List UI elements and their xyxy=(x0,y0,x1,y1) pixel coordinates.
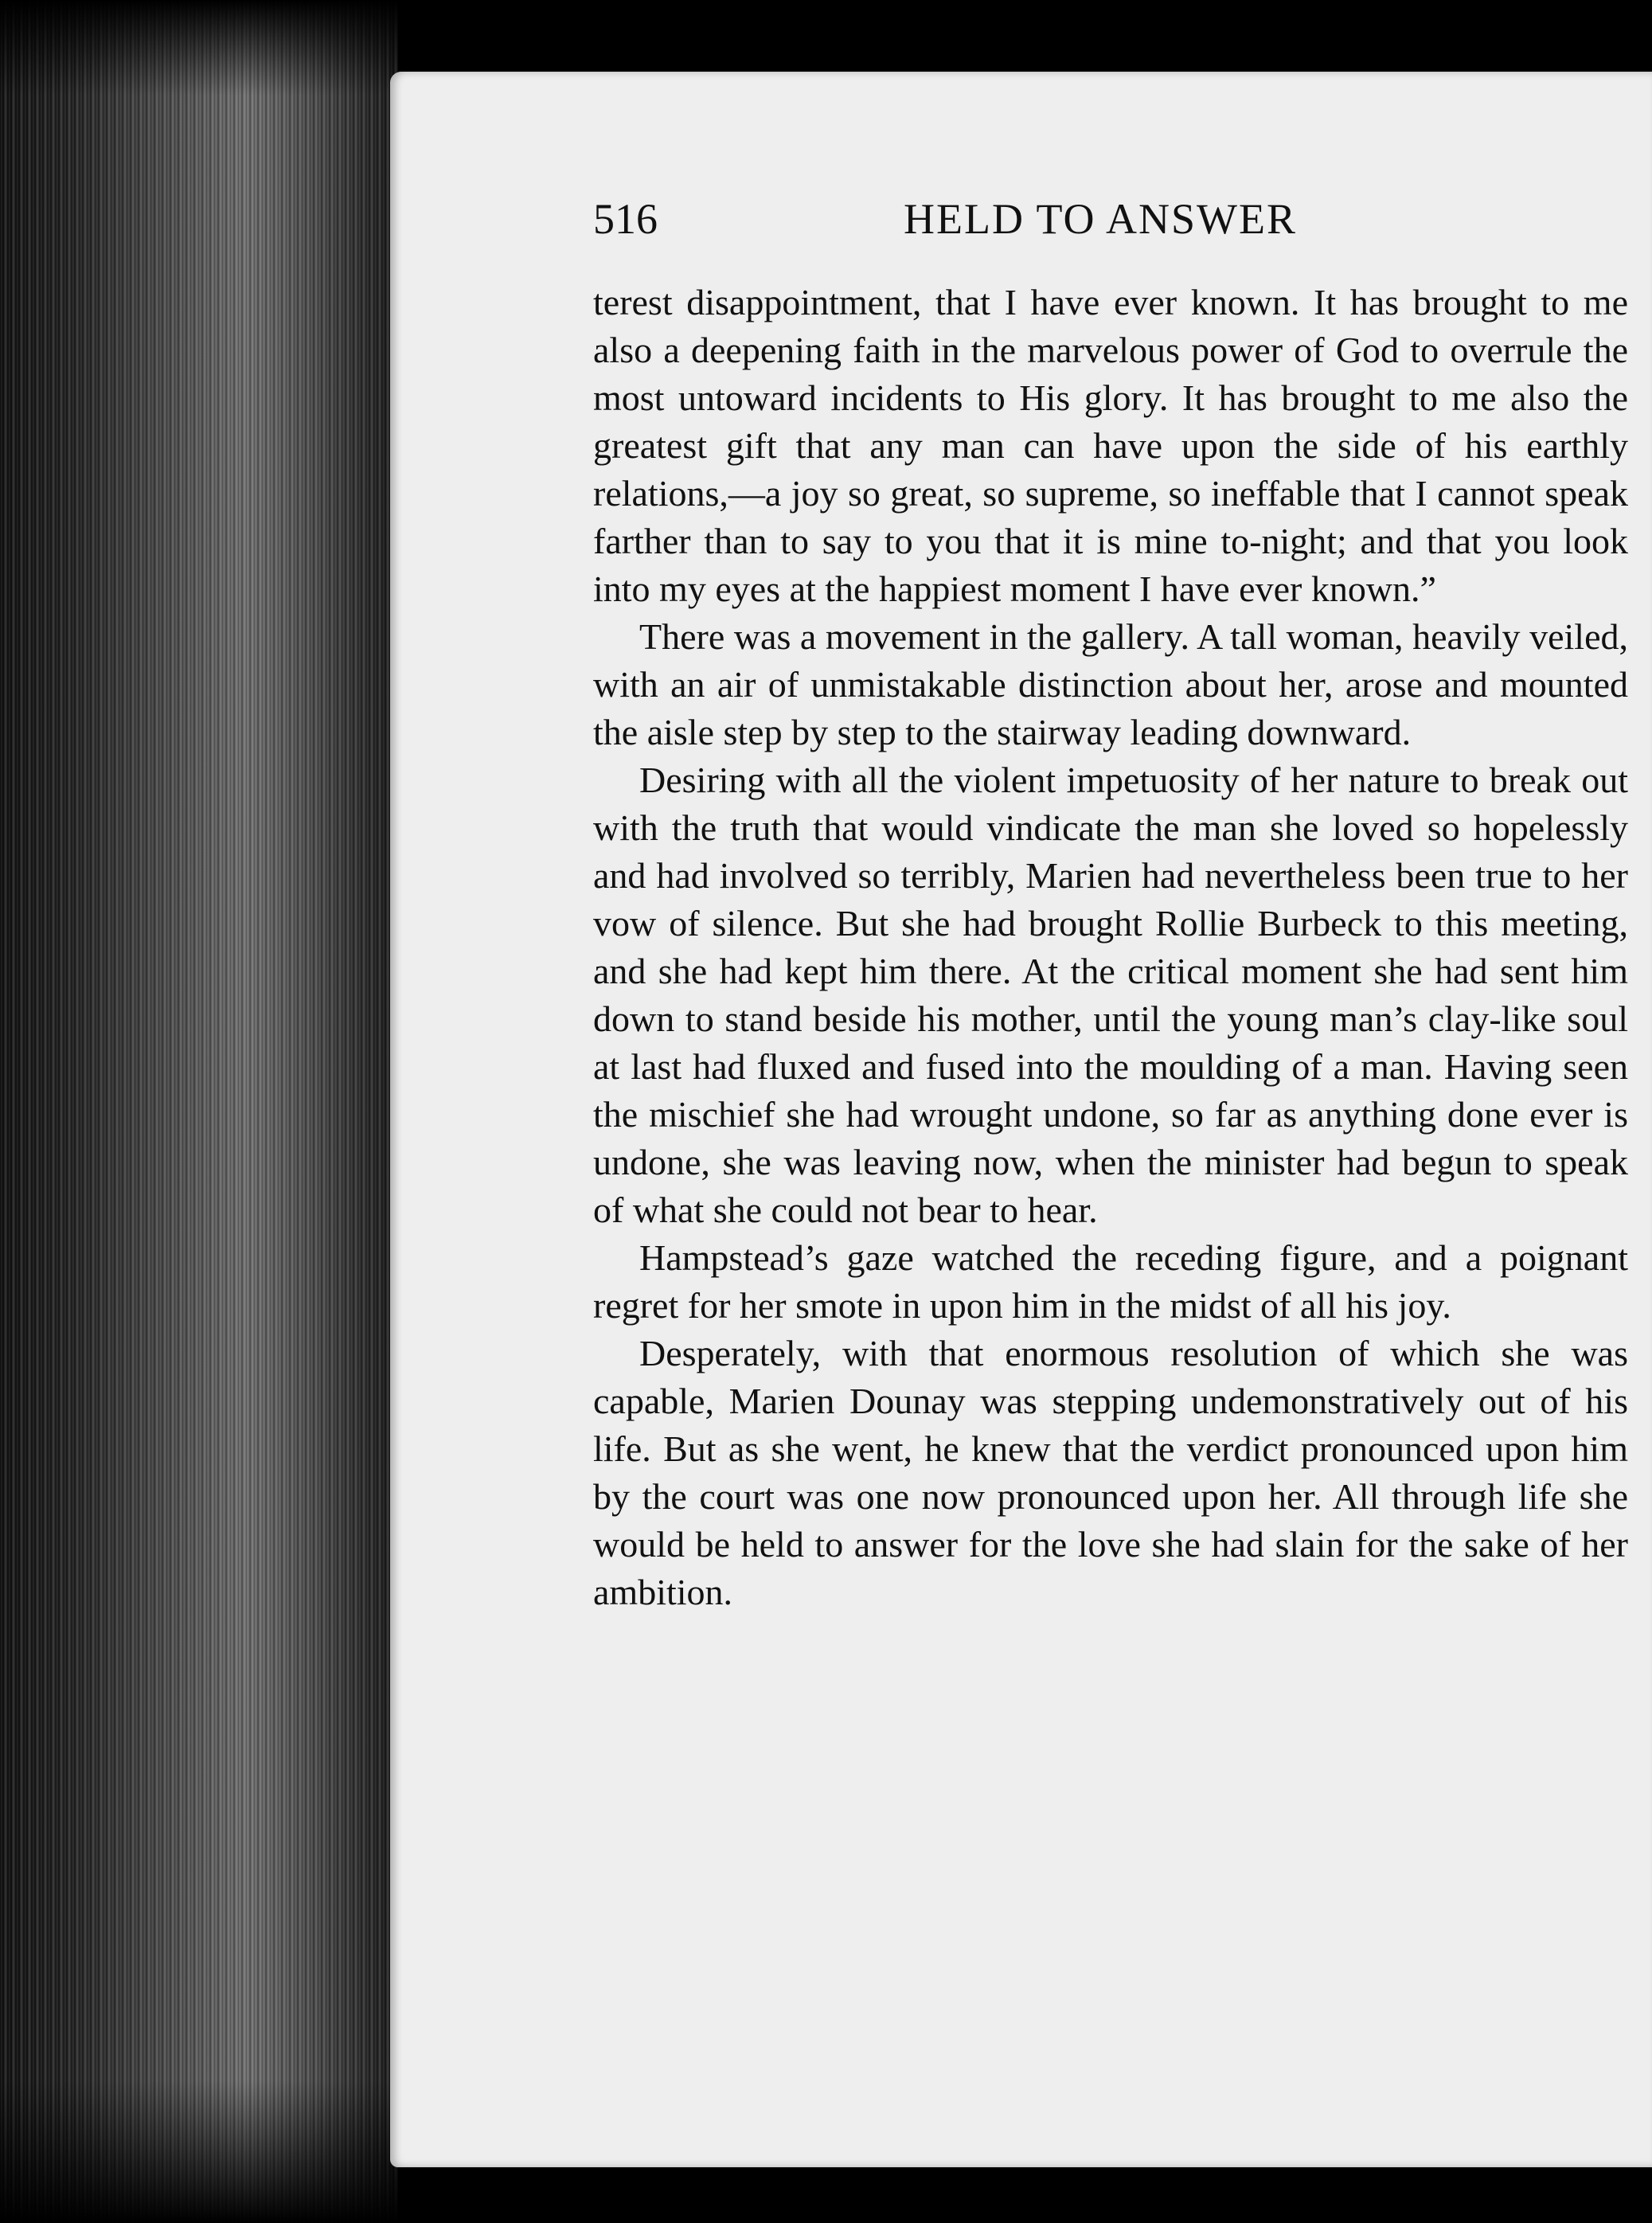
running-title: HELD TO ANSWER xyxy=(904,195,1298,243)
page-number: 516 xyxy=(593,195,658,243)
paragraph: Hampstead’s gaze watched the receding figure, and a poignant regret for her smote in upon him in the midst of all his joy. xyxy=(593,1237,1628,1326)
paragraph-continued: terest disappointment, that I have ever known. It has brought to me also a deepening faith in the marvelous power of God to overrule the most untoward incidents to His glory. It has brought to me also the greatest gift that any man can have upon the side of his earthly relations,—a joy so great, so supreme, so ineffable that I cannot speak farther than to say to you that it is mine to-night; and that you look into my eyes at the happiest moment I have ever known.” xyxy=(593,282,1628,609)
paragraph: There was a movement in the gallery. A tall woman, heavily veiled, with an air of unmistakable distinction about her, arose and mounted the aisle step by step to the stairway leading downward. xyxy=(593,616,1628,752)
paragraph: Desiring with all the violent impetuosity of her nature to break out with the truth that would vindicate the man she loved so hopelessly and had involved so terribly, Marien had nevertheless been true to her vow of silence. But she had brought Rollie Burbeck to this meeting, and she had kept him there. At the critical moment she had sent him down to stand beside his mother, until the young man’s clay-like soul at last had fluxed and fused into the moulding of a man. Having seen the mischief she had wrought undone, so far as anything done ever is undone, she was leaving now, when the minister had begun to speak of what she could not bear to hear. xyxy=(593,760,1628,1230)
spine-shadow-top xyxy=(0,0,398,96)
book-spine-edge xyxy=(0,0,398,2223)
spine-shadow-bottom xyxy=(0,2080,398,2223)
paragraph: Desperately, with that enormous resolution of which she was capable, Marien Dounay was stepping undemonstratively out of his life. But as she went, he knew that the verdict pronounced upon him by the court was one now pronounced upon her. All through life she would be held to answer for the love she had slain for the sake of her ambition. xyxy=(593,1333,1628,1612)
body-text xyxy=(593,279,1628,1616)
page-header xyxy=(593,187,1632,251)
